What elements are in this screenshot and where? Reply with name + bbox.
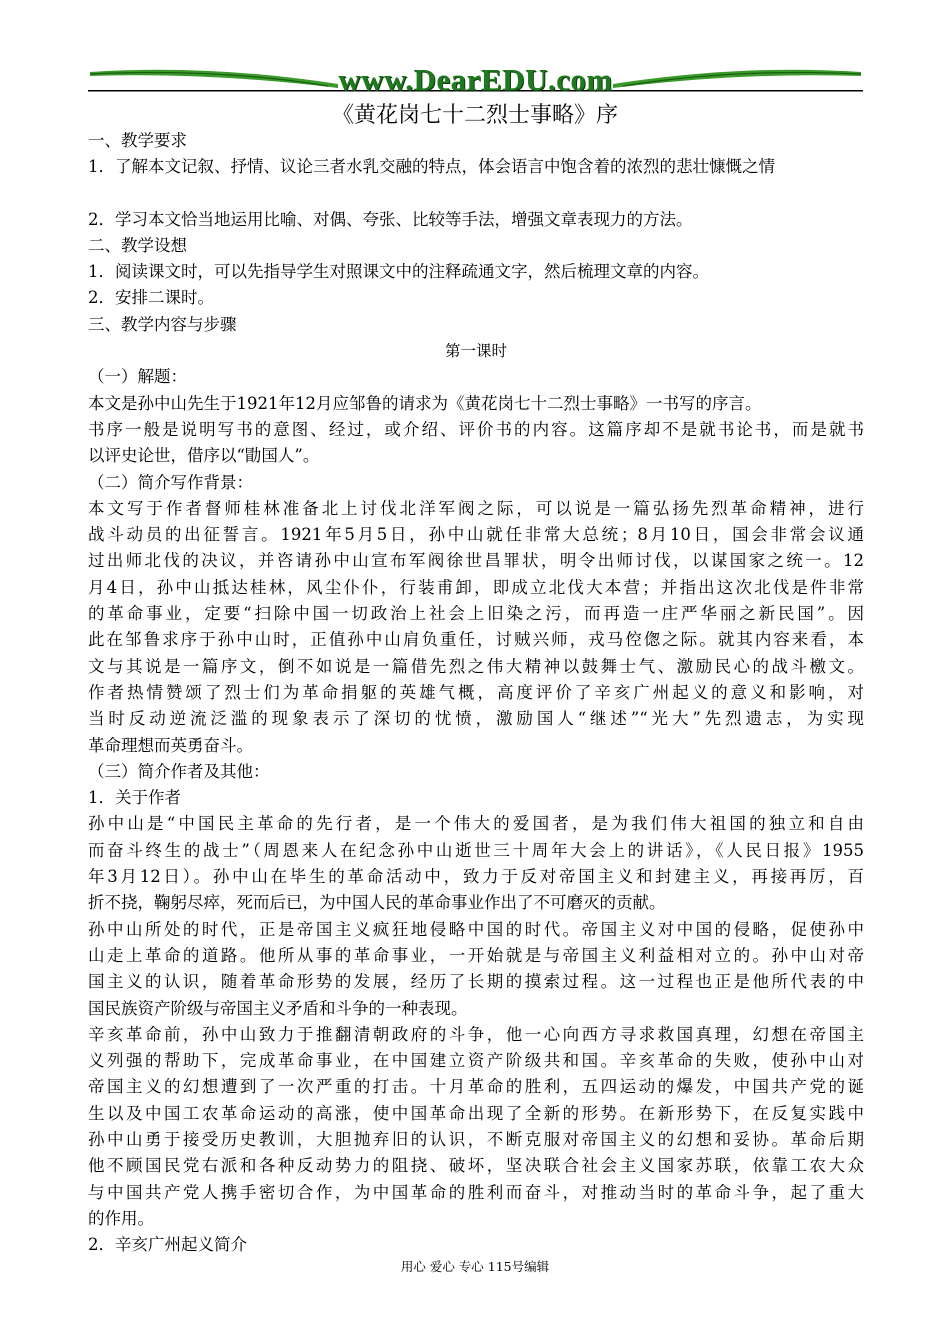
paragraph-line: 年3月12日）。孙中山在毕生的革命活动中，致力于反对帝国主义和封建主义，再接再厉，百 [88,867,864,887]
section-heading: 二、教学设想 [88,235,187,255]
paragraph-line: 国民族资产阶级与帝国主义矛盾和斗争的一种表现。 [88,998,468,1018]
document-title: 《黄花岗七十二烈士事略》序 [331,103,618,128]
site-banner-text[interactable]: www.DearEDU.com [338,62,613,97]
lesson-heading: 第一课时 [444,342,507,361]
paragraph-line: 义列强的帮助下，完成革命事业，在中国建立资产阶级共和国。辛亥革命的失败，使孙中山对 [88,1051,864,1071]
paragraph-line: 文与其说是一篇序文，倒不如说是一篇借先烈之伟大精神以鼓舞士气、激励民心的战斗檄文。 [88,656,864,676]
document-body [88,128,864,1258]
paragraph-line: 帝国主义的幻想遭到了一次严重的打击。十月革命的胜利，五四运动的爆发，中国共产党的诞 [88,1077,864,1097]
section-heading: 三、教学内容与步骤 [88,314,237,334]
paragraph-line: 本文是孙中山先生于1921年12月应邹鲁的请求为《黄花岗七十二烈士事略》一书写的序言。 [88,393,762,413]
paragraph-line: 书序一般是说明写书的意图、经过，或介绍、评价书的内容。这篇序却不是就书论书，而是就书 [88,419,864,439]
paragraph-line: 月4日，孙中山抵达桂林，风尘仆仆，行装甫卸，即成立北伐大本营；并指出这次北伐是件非常 [88,577,864,597]
paragraph-line: 孙中山勇于接受历史教训，大胆抛弃旧的认识，不断克服对帝国主义的幻想和妥协。革命后期 [88,1129,864,1149]
paragraph-line: 此在邹鲁求序于孙中山时，正值孙中山肩负重任，讨贼兴师，戎马倥偬之际。就其内容来看，本 [88,630,864,650]
page-footer: 用心 爱心 专心 115号编辑 [400,1259,550,1274]
paragraph-line: 过出师北伐的决议，并咨请孙中山宣布军阀徐世昌罪状，明令出师讨伐，以谋国家之统一。12 [88,551,864,571]
paragraph-line: 本文写于作者督师桂林准备北上讨伐北洋军阀之际，可以说是一篇弘扬先烈革命精神，进行 [88,498,864,518]
paragraph-line: 1．了解本文记叙、抒情、议论三者水乳交融的特点，体会语言中饱含着的浓烈的悲壮慷慨之情 [88,157,775,177]
paragraph-line: 山走上革命的道路。他所从事的革命事业，一开始就是与帝国主义利益相对立的。孙中山对帝 [88,945,864,965]
site-banner [88,60,863,100]
paragraph-line: 折不挠，鞠躬尽瘁，死而后已，为中国人民的革命事业作出了不可磨灭的贡献。 [88,893,666,913]
subsection-heading: （一）解题： [88,367,187,387]
paragraph-line: 孙中山是“中国民主革命的先行者，是一个伟大的爱国者，是为我们伟大祖国的独立和自由 [88,814,864,834]
paragraph-line: 2．学习本文恰当地运用比喻、对偶、夸张、比较等手法，增强文章表现力的方法。 [88,209,693,229]
paragraph-line: 国主义的认识，随着革命形势的发展，经历了长期的摸索过程。这一过程也正是他所代表的中 [88,972,864,992]
paragraph-line: 1．阅读课文时，可以先指导学生对照课文中的注释疏通文字，然后梳理文章的内容。 [88,262,709,282]
paragraph-line: 战斗动员的出征誓言。1921年5月5日，孙中山就任非常大总统；8月10日，国会非常会议通 [88,525,864,545]
paragraph-line: 他不顾国民党右派和各种反动势力的阻挠、破坏，坚决联合社会主义国家苏联，依靠工农大众 [88,1156,864,1176]
numbered-heading: 1．关于作者 [88,788,181,808]
subsection-heading: （三）简介作者及其他： [88,761,270,781]
paragraph-line: 2．安排二课时。 [88,288,214,308]
paragraph-line: 辛亥革命前，孙中山致力于推翻清朝政府的斗争，他一心向西方寻求救国真理，幻想在帝国主 [88,1024,864,1044]
blank-line [88,181,864,207]
paragraph-line: 的革命事业，定要“扫除中国一切政治上社会上旧染之污，而再造一庄严华丽之新民国”。因 [88,604,864,624]
paragraph-line: 而奋斗终生的战士”（周恩来人在纪念孙中山逝世三十周年大会上的讲话》，《人民日报》1955 [88,840,864,860]
section-heading: 一、教学要求 [88,131,187,150]
paragraph-line: 的作用。 [88,1208,154,1228]
paragraph-line: 当时反动逆流泛滥的现象表示了深切的忧愤，激励国人“继述”“光大”先烈遗志，为实现 [88,709,864,729]
numbered-heading: 2．辛亥广州起义简介 [88,1235,247,1255]
paragraph-line: 作者热情赞颂了烈士们为革命捐躯的英雄气概，高度评价了辛亥广州起义的意义和影响，对 [88,682,864,702]
paragraph-line: 孙中山所处的时代，正是帝国主义疯狂地侵略中国的时代。帝国主义对中国的侵略，促使孙中 [88,919,864,939]
paragraph-line: 以评史论世，借序以“勖国人”。 [88,446,320,466]
paragraph-line: 生以及中国工农革命运动的高涨，使中国革命出现了全新的形势。在新形势下，在反复实践中 [88,1103,864,1123]
paragraph-line: 革命理想而英勇奋斗。 [88,735,253,755]
paragraph-line: 与中国共产党人携手密切合作，为中国革命的胜利而奋斗，对推动当时的革命斗争，起了重大 [88,1182,864,1202]
subsection-heading: （二）简介写作背景： [88,472,253,492]
